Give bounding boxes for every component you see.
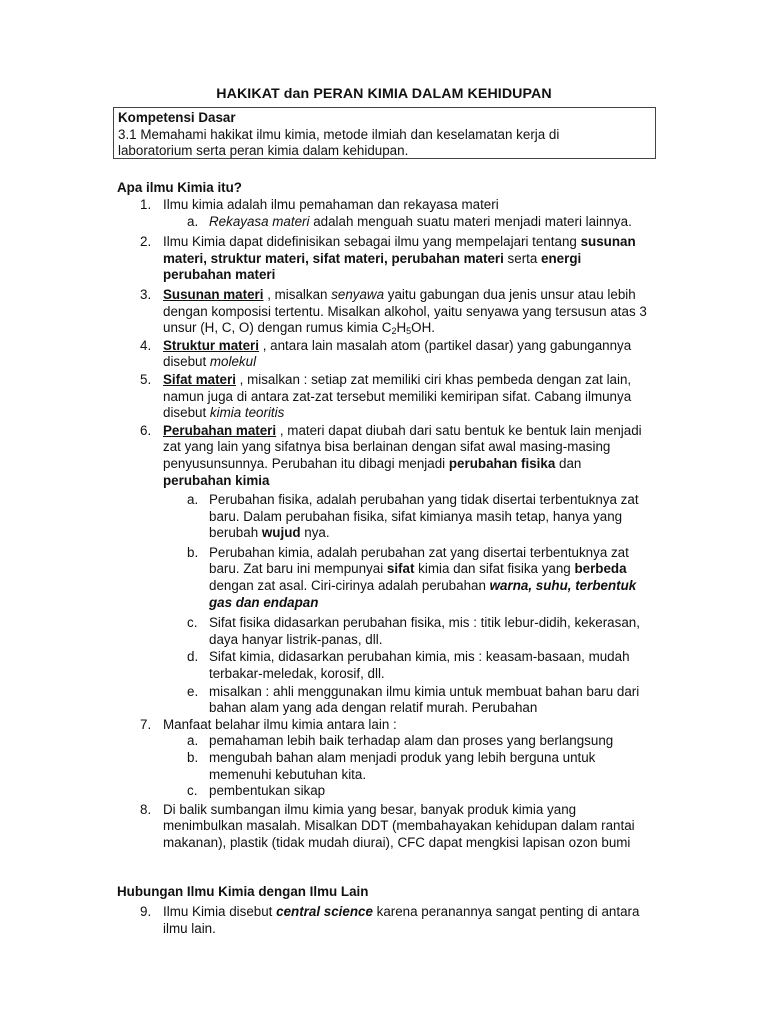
bold-text: berbeda (574, 561, 627, 577)
kompetensi-heading: Kompetensi Dasar (118, 110, 236, 125)
sub-text: nya. (300, 525, 330, 541)
term-label: Perubahan materi (163, 422, 277, 438)
subscript: 2 (391, 326, 397, 337)
list-item-1 (0, 197, 648, 214)
item-number: 8. (140, 801, 152, 817)
bold-text: perubahan fisika (448, 455, 556, 471)
item-text: Di balik sumbangan ilmu kimia yang besar, banyak produk kimia yang menimbulkan masalah. Misalkan DDT (membahayakan kehidupan dalam rantai makanan), plastik (tidak mudah diurai), CFC dapat mengkisi lapisan ozon bumi (163, 801, 635, 850)
kompetensi-line-2: laboratorium serta peran kimia dalam kehidupan. (118, 143, 409, 159)
sub-text: kimia dan sifat fisika yang (414, 561, 575, 577)
sub-item-7c (0, 783, 652, 800)
sub-item-6e (0, 684, 652, 717)
item-text: Ilmu Kimia dapat didefinisikan sebagai ilmu yang mempelajari tentang (163, 234, 581, 250)
item-text: Ilmu kimia adalah ilmu pemahaman dan rekayasa materi (163, 197, 499, 212)
item-text: karena peranannya sangat penting di antara ilmu lain. (163, 904, 640, 936)
item-number: 9. (140, 904, 152, 919)
item-text: , misalkan (263, 286, 332, 302)
term-label: Struktur materi (163, 337, 259, 353)
item-text: Manfaat belahar ilmu kimia antara lain : (163, 716, 397, 732)
subscript: 5 (406, 326, 412, 337)
list-item-5 (0, 372, 648, 422)
kompetensi-dasar-box (113, 107, 656, 159)
item-text: serta (503, 250, 542, 266)
list-item-8 (0, 802, 648, 852)
sub-letter: b. (187, 750, 199, 765)
sub-letter: e. (187, 683, 199, 699)
sub-letter: c. (187, 615, 198, 631)
sub-text: misalkan : ahli menggunakan ilmu kimia untuk membuat bahan baru dari bahan alam yang ada dengan relatif murah. Perubahan (209, 683, 640, 716)
bold-text: energi perubahan materi (163, 250, 582, 283)
formula-part: H (396, 320, 407, 336)
numbered-list-2 (0, 904, 768, 937)
item-number: 5. (140, 371, 152, 387)
list-item-6 (0, 423, 648, 489)
item-text: Ilmu Kimia disebut (163, 904, 277, 919)
page-title: HAKIKAT dan PERAN KIMIA DALAM KEHIDUPAN (216, 86, 552, 102)
sub-text: adalah menguah suatu materi menjadi materi lainnya. (309, 213, 632, 229)
sub-letter: a. (187, 733, 199, 749)
bold-text: susunan materi, struktur materi, sifat materi, perubahan materi (163, 234, 636, 266)
bold-text: wujud (261, 525, 301, 541)
section-heading-apa-ilmu-kimia: Apa ilmu Kimia itu? (117, 180, 242, 195)
sub-text: Sifat fisika didasarkan perubahan fisika, mis : titik lebur-didih, kekerasan, daya hanyar listrik-panas, dll. (209, 615, 640, 647)
sub-item-6a (0, 492, 652, 542)
item-text: , misalkan : setiap zat memiliki ciri khas pembeda dengan zat lain, namun juga di antara zat-zat tersebut memiliki kemiripan sifat. Cabang ilmunya disebut (163, 371, 632, 421)
emphasis-text: Rekayasa materi (209, 213, 310, 229)
formula-part: OH. (411, 320, 435, 336)
item-text: , materi dapat diubah dari satu bentuk ke bentuk lain menjadi zat yang lain yang sifatnya bisa berlainan dengan sifat awal masing-masing penyusunsunnya. Perubahan itu dibagi menjadi (163, 422, 642, 471)
sub-letter: a. (187, 492, 199, 508)
sub-text: Perubahan kimia, adalah perubahan zat yang disertai terbentuknya zat baru. Zat baru ini mempunyai (209, 544, 629, 577)
emphasis-text: senyawa (331, 286, 385, 302)
bold-text: perubahan kimia (163, 472, 270, 488)
sub-item-7b (0, 750, 652, 783)
sub-item-6b (0, 545, 652, 611)
list-item-9 (0, 904, 648, 937)
sub-letter: c. (187, 783, 198, 799)
emphasis-text: molekul (209, 354, 257, 370)
term-label: Susunan materi (163, 286, 264, 302)
sub-text: dengan zat asal. Ciri-cirinya adalah perubahan (209, 578, 490, 594)
list-item-4 (0, 338, 648, 371)
item-number: 4. (140, 337, 152, 353)
sub-text: pembentukan sikap (209, 783, 326, 799)
bold-italic-text: central science (276, 904, 373, 919)
item-text: dan (555, 455, 582, 471)
sub-item-7a (0, 733, 652, 750)
item-number: 2. (140, 234, 152, 250)
section-heading-hubungan: Hubungan Ilmu Kimia dengan Ilmu Lain (117, 884, 369, 899)
item-number: 3. (140, 286, 152, 302)
sub-item-6c (0, 615, 652, 648)
sub-item-6d (0, 649, 652, 682)
kompetensi-line-1: 3.1 Memahami hakikat ilmu kimia, metode ilmiah dan keselamatan kerja di (118, 126, 560, 142)
sub-letter: d. (187, 649, 199, 665)
item-text: yaitu gabungan dua jenis unsur atau lebih dengan komposisi tertentu. Misalkan alkohol, yaitu senyawa yang tersusun atas 3 unsur (H, C, O) dengan rumus kimia C (163, 286, 647, 336)
item-text: , antara lain masalah atom (partikel dasar) yang gabungannya disebut (163, 337, 632, 370)
list-item-3 (0, 287, 648, 337)
sub-text: Perubahan fisika, adalah perubahan yang tidak disertai terbentuknya zat baru. Dalam perubahan fisika, sifat kimianya masih tetap, hanya yang berubah (209, 492, 639, 541)
sub-text: pemahaman lebih baik terhadap alam dan proses yang berlangsung (209, 733, 614, 749)
numbered-list (0, 197, 768, 852)
list-item-2 (0, 234, 648, 284)
sub-letter: b. (187, 544, 199, 560)
sub-letter: a. (187, 213, 199, 229)
sub-text: mengubah bahan alam menjadi produk yang lebih berguna untuk memenuhi kebutuhan kita. (209, 750, 596, 782)
bold-italic-text: warna, suhu, terbentuk gas dan endapan (209, 578, 637, 610)
emphasis-text: kimia teoritis (209, 405, 285, 421)
sub-item-1a (0, 214, 652, 231)
term-label: Sifat materi (163, 371, 236, 387)
bold-text: sifat (386, 561, 415, 577)
item-number: 1. (140, 197, 152, 212)
list-item-7 (0, 717, 648, 734)
sub-text: Sifat kimia, didasarkan perubahan kimia, mis : keasam-basaan, mudah terbakar-meledak, korosif, dll. (209, 649, 630, 682)
item-number: 7. (140, 716, 152, 732)
item-number: 6. (140, 422, 152, 438)
